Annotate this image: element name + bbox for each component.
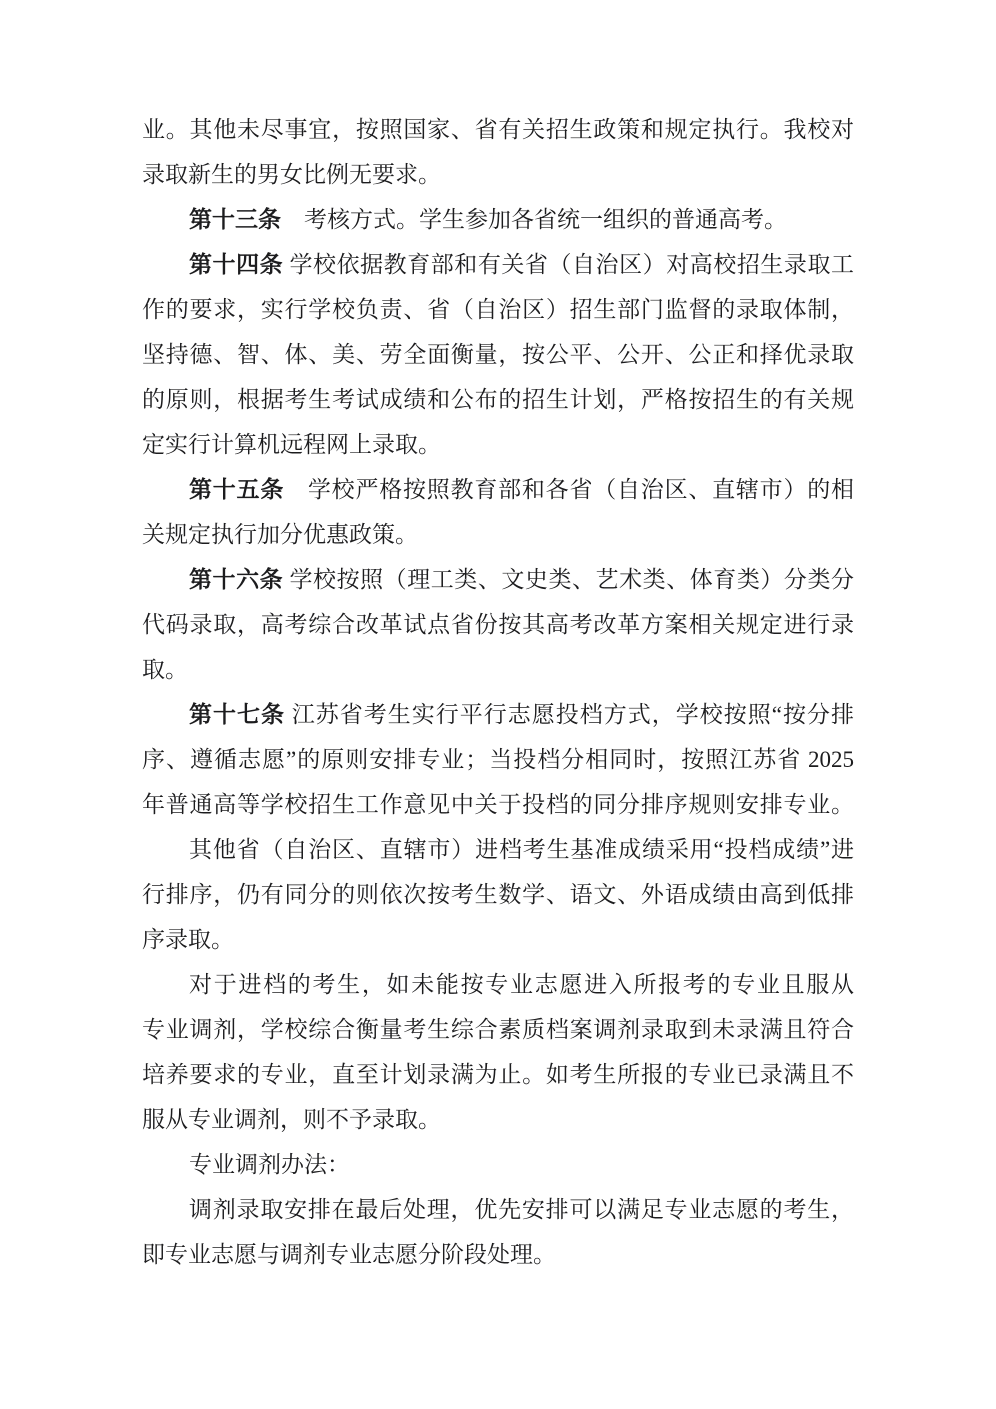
text-line bbox=[142, 287, 854, 332]
line-text: 年普通高等学校招生工作意见中关于投档的同分排序规则安排专业。 bbox=[142, 792, 854, 817]
text-line bbox=[142, 1007, 854, 1052]
text-line bbox=[142, 962, 854, 1007]
text-line bbox=[142, 782, 854, 827]
line-text: 调剂录取安排在最后处理，优先安排可以满足专业志愿的考生， bbox=[189, 1197, 854, 1222]
line-text: 学校严格按照教育部和各省（自治区、直辖市）的相 bbox=[284, 477, 854, 502]
document-text-block bbox=[142, 107, 854, 1277]
line-text: 关规定执行加分优惠政策。 bbox=[142, 522, 418, 547]
line-text: 即专业志愿与调剂专业志愿分阶段处理。 bbox=[142, 1242, 556, 1267]
text-line bbox=[142, 647, 854, 692]
text-line bbox=[142, 1187, 854, 1232]
line-text: 专业调剂，学校综合衡量考生综合素质档案调剂录取到未录满且符合 bbox=[142, 1017, 854, 1042]
article-16-heading: 第十六条 bbox=[189, 567, 284, 592]
line-text: 坚持德、智、体、美、劳全面衡量，按公平、公开、公正和择优录取 bbox=[142, 342, 854, 367]
line-text: 行排序，仍有同分的则依次按考生数学、语文、外语成绩由高到低排 bbox=[142, 882, 854, 907]
line-text: 定实行计算机远程网上录取。 bbox=[142, 432, 441, 457]
line-text: 考核方式。学生参加各省统一组织的普通高考。 bbox=[281, 207, 787, 232]
article-17-heading: 第十七条 bbox=[189, 702, 286, 727]
line-text: 学校按照（理工类、文史类、艺术类、体育类）分类分 bbox=[283, 567, 854, 592]
text-line bbox=[142, 827, 854, 872]
text-line bbox=[142, 422, 854, 467]
text-line bbox=[142, 1232, 854, 1277]
text-line-article-13 bbox=[142, 197, 854, 242]
line-text: 其他省（自治区、直辖市）进档考生基准成绩采用“投档成绩”进 bbox=[189, 837, 854, 862]
text-line bbox=[142, 872, 854, 917]
line-text: 培养要求的专业，直至计划录满为止。如考生所报的专业已录满且不 bbox=[142, 1062, 854, 1087]
article-15-heading: 第十五条 bbox=[189, 477, 285, 502]
line-text: 序录取。 bbox=[142, 927, 234, 952]
text-line bbox=[142, 332, 854, 377]
line-text: 的原则，根据考生考试成绩和公布的招生计划，严格按招生的有关规 bbox=[142, 387, 854, 412]
text-line-article-16 bbox=[142, 557, 854, 602]
line-text: 服从专业调剂，则不予录取。 bbox=[142, 1107, 441, 1132]
line-text: 作的要求，实行学校负责、省（自治区）招生部门监督的录取体制， bbox=[142, 297, 854, 322]
line-text: 序、遵循志愿”的原则安排专业；当投档分相同时，按照江苏省 2025 bbox=[142, 747, 854, 772]
text-line bbox=[142, 1052, 854, 1097]
text-line-article-17 bbox=[142, 692, 854, 737]
article-14-heading: 第十四条 bbox=[189, 252, 284, 277]
line-text: 录取新生的男女比例无要求。 bbox=[142, 162, 441, 187]
text-line-article-14 bbox=[142, 242, 854, 287]
text-line bbox=[142, 1097, 854, 1142]
line-text: 对于进档的考生，如未能按专业志愿进入所报考的专业且服从 bbox=[189, 972, 854, 997]
line-text: 代码录取，高考综合改革试点省份按其高考改革方案相关规定进行录 bbox=[142, 612, 854, 637]
text-line bbox=[142, 737, 854, 782]
line-text: 学校依据教育部和有关省（自治区）对高校招生录取工 bbox=[283, 252, 854, 277]
text-line bbox=[142, 377, 854, 422]
text-line bbox=[142, 1142, 854, 1187]
line-text: 业。其他未尽事宜，按照国家、省有关招生政策和规定执行。我校对 bbox=[142, 117, 854, 142]
text-line bbox=[142, 512, 854, 557]
line-text: 专业调剂办法： bbox=[189, 1152, 350, 1177]
text-line bbox=[142, 917, 854, 962]
line-text: 江苏省考生实行平行志愿投档方式，学校按照“按分排 bbox=[285, 702, 854, 727]
line-text: 取。 bbox=[142, 657, 188, 682]
text-line bbox=[142, 107, 854, 152]
text-line bbox=[142, 152, 854, 197]
text-line-article-15 bbox=[142, 467, 854, 512]
article-13-heading: 第十三条 bbox=[189, 207, 281, 232]
text-line bbox=[142, 602, 854, 647]
